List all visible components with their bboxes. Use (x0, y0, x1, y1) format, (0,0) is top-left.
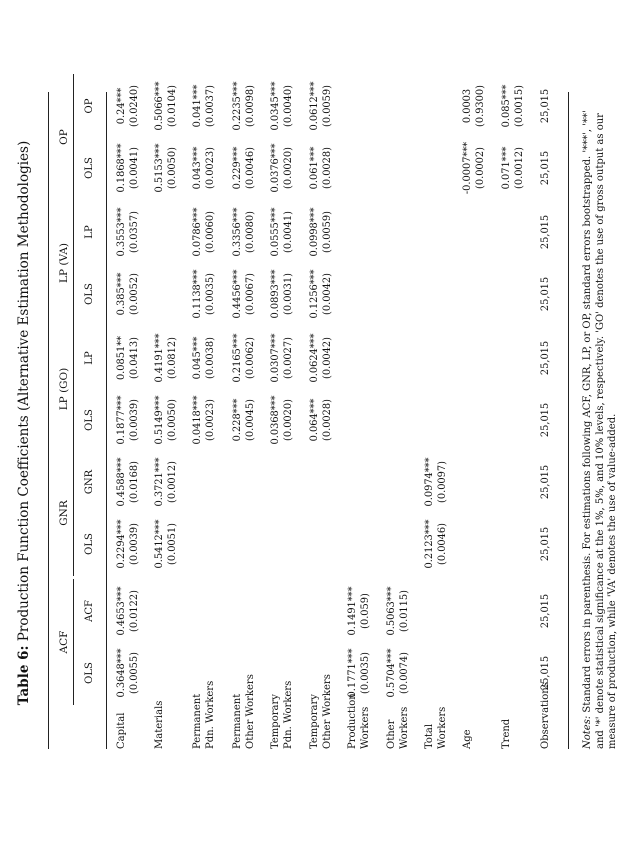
coefficient-value: 0.085*** (501, 84, 512, 128)
table-cell (309, 76, 334, 136)
table-cell (270, 328, 295, 388)
table-cell (232, 390, 257, 450)
table-cell (309, 390, 334, 450)
standard-error: (0.0067) (244, 273, 256, 315)
standard-error: (0.0002) (474, 147, 486, 189)
coefficient-value: 25,015 (540, 593, 551, 629)
group-header: OP (58, 129, 70, 145)
column-header: OLS (84, 533, 95, 555)
group-rule (73, 74, 74, 200)
coefficient-value: 0.228*** (232, 398, 243, 442)
column-header: LP (84, 225, 95, 239)
coefficient-value: 0.1138*** (192, 269, 203, 319)
row-label-line: Temporary (309, 694, 320, 749)
coefficient-value: 0.1491*** (347, 586, 358, 636)
table-cell (540, 390, 553, 450)
row-label-line: Workers (436, 706, 448, 749)
coefficient-value: 0.064*** (309, 398, 320, 442)
row-label-line: Production (347, 693, 358, 749)
table-cell (540, 264, 553, 324)
table-cell (540, 452, 553, 512)
coefficient-value: 0.4191*** (154, 333, 165, 383)
group-rule (73, 450, 74, 576)
standard-error: (0.0038) (204, 337, 216, 379)
row-label (309, 674, 334, 749)
coefficient-value: 0.4456*** (232, 269, 243, 319)
standard-error: (0.0041) (128, 147, 140, 189)
coefficient-value: 25,015 (540, 464, 551, 500)
coefficient-value: 0.3553*** (116, 207, 127, 257)
coefficient-value: 0.0368*** (270, 395, 281, 445)
table-cell (309, 264, 334, 324)
coefficient-value: 0.229*** (232, 146, 243, 190)
standard-error: (0.0812) (166, 337, 178, 379)
coefficient-value: 25,015 (540, 402, 551, 438)
standard-error: (0.0012) (513, 147, 525, 189)
table-cell (116, 264, 141, 324)
table-cell (192, 76, 217, 136)
standard-error: (0.0060) (204, 211, 216, 253)
table-cell (116, 514, 141, 574)
table-cell (540, 514, 553, 574)
standard-error: (0.0168) (128, 461, 140, 503)
coefficient-value: 25,015 (540, 340, 551, 376)
table-cell (270, 202, 295, 262)
coefficient-value: 0.0345*** (270, 81, 281, 131)
column-header: OLS (84, 157, 95, 179)
standard-error: (0.0039) (128, 523, 140, 565)
standard-error: (0.0122) (128, 590, 140, 632)
table-cell (540, 328, 553, 388)
coefficient-value: 25,015 (540, 655, 551, 691)
standard-error: (0.0039) (128, 399, 140, 441)
coefficient-value: 0.385*** (116, 272, 127, 316)
table-cell (309, 328, 334, 388)
bottom-rule (568, 92, 569, 749)
coefficient-value: 0.0307*** (270, 333, 281, 383)
standard-error: (0.0062) (244, 337, 256, 379)
standard-error: (0.0040) (282, 85, 294, 127)
standard-error: (0.0059) (321, 211, 333, 253)
row-label-line: Workers (359, 706, 371, 749)
table-cell (270, 390, 295, 450)
standard-error: (0.0020) (282, 399, 294, 441)
table-cell (424, 452, 449, 512)
table-cell (192, 328, 217, 388)
standard-error: (0.0240) (128, 85, 140, 127)
coefficient-value: -0.0007*** (462, 141, 473, 195)
standard-error: (0.0028) (321, 147, 333, 189)
row-label-line: Capital (116, 712, 127, 749)
coefficient-value: 25,015 (540, 88, 551, 124)
group-header: LP (GO) (58, 367, 70, 411)
coefficient-value: 0.3648*** (116, 648, 127, 698)
standard-error: (0.0055) (128, 652, 140, 694)
group-rule (73, 326, 74, 452)
table-cell (232, 138, 257, 198)
coefficient-value: 0.0624*** (309, 333, 320, 383)
table-cell (116, 202, 141, 262)
standard-error: (0.0115) (398, 590, 410, 632)
coefficient-value: 0.041*** (192, 84, 203, 128)
standard-error: (0.0052) (128, 273, 140, 315)
table-cell (116, 643, 141, 703)
table-cell (540, 643, 553, 703)
standard-error: (0.0028) (321, 399, 333, 441)
standard-error: (0.0080) (244, 211, 256, 253)
table-cell (116, 328, 141, 388)
column-header: ACF (84, 600, 95, 622)
row-label (232, 674, 257, 749)
group-header: LP (VA) (58, 242, 70, 284)
standard-error: (0.0050) (166, 399, 178, 441)
table-cell (309, 202, 334, 262)
standard-error: (0.059) (359, 593, 371, 629)
column-header: GNR (84, 469, 95, 495)
coefficient-value: 0.0376*** (270, 143, 281, 193)
coefficient-value: 0.5153*** (154, 143, 165, 193)
coefficient-value: 0.071*** (501, 146, 512, 190)
standard-error: (0.0012) (166, 461, 178, 503)
table-cell (154, 452, 179, 512)
table-cell (192, 390, 217, 450)
table-title: Table 6: Production Function Coefficients (Alternative Estimation Methodologies) (16, 140, 32, 706)
table-cell (192, 202, 217, 262)
table-cell (154, 328, 179, 388)
coefficient-value: 0.5149*** (154, 395, 165, 445)
coefficient-value: 25,015 (540, 276, 551, 312)
row-label (462, 729, 475, 749)
standard-error: (0.0046) (436, 523, 448, 565)
row-label (386, 707, 411, 749)
table-cell (540, 202, 553, 262)
row-label-line: Other Workers (244, 674, 256, 749)
table-cell (116, 76, 141, 136)
row-label (154, 701, 167, 749)
column-header: OLS (84, 662, 95, 684)
standard-error: (0.0023) (204, 147, 216, 189)
coefficient-value: 0.0893*** (270, 269, 281, 319)
top-rule (48, 92, 49, 749)
coefficient-value: 0.5704*** (386, 648, 397, 698)
group-rule (73, 200, 74, 326)
table-cell (501, 138, 526, 198)
standard-error: (0.9300) (474, 85, 486, 127)
coefficient-value: 0.1256*** (309, 269, 320, 319)
coefficient-value: 0.5412*** (154, 519, 165, 569)
coefficient-value: 0.4588*** (116, 457, 127, 507)
row-label (192, 681, 217, 749)
coefficient-value: 0.5066*** (154, 81, 165, 131)
coefficient-value: 0.2123*** (424, 519, 435, 569)
table-cell (386, 643, 411, 703)
table-cell (192, 138, 217, 198)
row-label (501, 719, 514, 749)
row-label-line: Age (462, 729, 473, 749)
table-cell (462, 76, 487, 136)
table-cell (232, 76, 257, 136)
table-cell (116, 138, 141, 198)
coefficient-value: 0.1877*** (116, 395, 127, 445)
coefficient-value: 0.2235*** (232, 81, 243, 131)
standard-error: (0.0046) (244, 147, 256, 189)
coefficient-value: 0.0555*** (270, 207, 281, 257)
coefficient-value: 25,015 (540, 214, 551, 250)
standard-error: (0.0015) (513, 85, 525, 127)
coefficient-value: 0.0851** (116, 335, 127, 381)
coefficient-value: 0.0003 (462, 88, 473, 124)
standard-error: (0.0050) (166, 147, 178, 189)
table-cell (462, 138, 487, 198)
coefficient-value: 0.0974*** (424, 457, 435, 507)
row-label-line: Permanent (192, 693, 203, 749)
standard-error: (0.0097) (436, 461, 448, 503)
table-cell (540, 138, 553, 198)
row-label-line: Temporary (270, 694, 281, 749)
row-label-line: Total (424, 723, 435, 749)
standard-error: (0.0074) (398, 652, 410, 694)
table-cell (540, 581, 553, 641)
row-label (270, 681, 295, 749)
table-cell (309, 138, 334, 198)
standard-error: (0.0042) (321, 337, 333, 379)
table-cell (232, 202, 257, 262)
standard-error: (0.0059) (321, 85, 333, 127)
standard-error: (0.0035) (359, 652, 371, 694)
table-cell (232, 328, 257, 388)
standard-error: (0.0098) (244, 85, 256, 127)
coefficient-value: 0.061*** (309, 146, 320, 190)
standard-error: (0.0023) (204, 399, 216, 441)
table-cell (116, 581, 141, 641)
row-label-line: Permanent (232, 693, 243, 749)
standard-error: (0.0104) (166, 85, 178, 127)
column-header: OLS (84, 283, 95, 305)
table-cell (501, 76, 526, 136)
standard-error: (0.0041) (282, 211, 294, 253)
coefficient-value: 0.0418*** (192, 395, 203, 445)
table-cell (386, 581, 411, 641)
standard-error: (0.0045) (244, 399, 256, 441)
coefficient-value: 0.043*** (192, 146, 203, 190)
group-header: GNR (58, 500, 70, 526)
row-label-line: Other Workers (321, 674, 333, 749)
standard-error: (0.0357) (128, 211, 140, 253)
row-label (424, 707, 449, 749)
coefficient-value: 0.045*** (192, 336, 203, 380)
coefficient-value: 0.0998*** (309, 207, 320, 257)
standard-error: (0.0051) (166, 523, 178, 565)
table-cell (347, 643, 372, 703)
table-cell (116, 390, 141, 450)
coefficient-value: 0.2165*** (232, 333, 243, 383)
coefficient-value: 25,015 (540, 150, 551, 186)
group-header: ACF (58, 630, 70, 654)
standard-error: (0.0035) (204, 273, 216, 315)
table-cell (154, 514, 179, 574)
header-rule (106, 92, 107, 749)
coefficient-value: 25,015 (540, 526, 551, 562)
standard-error: (0.0413) (128, 337, 140, 379)
row-label-line: Other (386, 719, 397, 749)
coefficient-value: 0.1771*** (347, 648, 358, 698)
coefficient-value: 0.1868*** (116, 143, 127, 193)
coefficient-value: 0.3721*** (154, 457, 165, 507)
table-notes: Notes: Standard errors in parenthesis. For estimations following ACF, GNR, LP, or OP, standard errors bootstrapped. '***', '**' and '*' denote statistical significance at the 1%, 5%, and 10% levels, respectively. 'GO' denotes the use of gross output as our measure of production, while 'VA' denotes the use of value-added. (582, 110, 619, 749)
coefficient-value: 0.2294*** (116, 519, 127, 569)
group-rule (73, 579, 74, 705)
table-cell (540, 76, 553, 136)
column-header: OP (84, 98, 95, 114)
row-label-line: Materials (154, 700, 165, 749)
table-cell (347, 581, 372, 641)
standard-error: (0.0042) (321, 273, 333, 315)
row-label-line: Pdn. Workers (282, 680, 294, 749)
table-cell (232, 264, 257, 324)
row-label-line: Workers (398, 706, 410, 749)
coefficient-value: 0.3356*** (232, 207, 243, 257)
table-cell (116, 452, 141, 512)
column-header: OLS (84, 409, 95, 431)
table-cell (154, 138, 179, 198)
table-cell (270, 76, 295, 136)
table-cell (424, 514, 449, 574)
coefficient-value: 0.0612*** (309, 81, 320, 131)
row-label-line: Observations (540, 682, 551, 749)
standard-error: (0.0020) (282, 147, 294, 189)
column-header: LP (84, 351, 95, 365)
table-cell (270, 264, 295, 324)
coefficient-value: 0.5063*** (386, 586, 397, 636)
coefficient-value: 0.24*** (116, 87, 127, 125)
coefficient-value: 0.0786*** (192, 207, 203, 257)
coefficient-value: 0.4653*** (116, 586, 127, 636)
standard-error: (0.0027) (282, 337, 294, 379)
standard-error: (0.0031) (282, 273, 294, 315)
table-cell (154, 390, 179, 450)
row-label (116, 713, 129, 749)
row-label-line: Trend (501, 718, 512, 749)
table-cell (192, 264, 217, 324)
table-cell (270, 138, 295, 198)
standard-error: (0.0037) (204, 85, 216, 127)
table-cell (154, 76, 179, 136)
row-label-line: Pdn. Workers (204, 680, 216, 749)
